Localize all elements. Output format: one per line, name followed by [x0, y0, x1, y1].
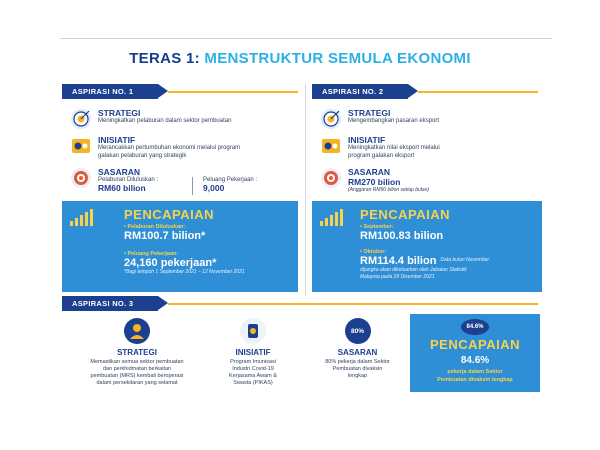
a3-pcp-desc-2: Pembuatan divaksin lengkap [437, 377, 513, 383]
strategy-target-icon [320, 108, 342, 130]
a1-strategi-desc: Meningkatkan pelaburan dalam sektor pembuatan [98, 118, 232, 124]
a1-pcp-note: *Bagi tempoh 1 September 2021 – 12 November 2021 [124, 269, 245, 275]
a2-pcp-item2-caption: • Oktober: [360, 249, 387, 255]
aspirasi-2-badge: ASPIRASI NO. 2 [312, 84, 408, 99]
a2-pcp-note-1: Data bulan November [440, 257, 490, 263]
growth-bars-icon [70, 209, 93, 226]
column-divider [305, 84, 306, 296]
a1-sasaran-row [70, 167, 257, 195]
a2-strategi-label: STRATEGI [348, 108, 391, 118]
a2-sasaran-note: (Anggaran RM90 bilion setiap bulan) [348, 187, 430, 193]
a3-strategi-label: STRATEGI [117, 348, 157, 357]
aspirasi-1-badge: ASPIRASI NO. 1 [62, 84, 158, 99]
a1-pcp-item1-value: RM100.7 bilion* [124, 230, 206, 242]
a2-pcp-item1-caption: • September: [360, 224, 394, 230]
a3-inisiatif-label: INISIATIF [235, 348, 271, 357]
a2-inisiatif-desc-2: program galakan eksport [348, 152, 415, 159]
a1-inisiatif-desc-1: Merancakkan pertumbuhan ekonomi melalui program [98, 145, 241, 151]
a3-sasaran-block [310, 318, 405, 380]
aspirasi-1-rule [168, 91, 298, 93]
a1-pencapaian-heading: PENCAPAIAN [124, 207, 214, 222]
a3-sasaran-desc-1: 80% pekerja dalam Sektor [325, 359, 390, 365]
a1-pcp-item1-caption: • Pelaburan Diluluskan: [124, 224, 186, 230]
a2-inisiatif-label: INISIATIF [348, 135, 386, 145]
a3-inisiatif-block [208, 318, 298, 387]
a1-inisiatif-label: INISIATIF [98, 135, 136, 145]
a1-strategi-label: STRATEGI [98, 108, 141, 118]
a3-sasaran-label: SASARAN [337, 348, 378, 357]
aspirasi-3-badge: ASPIRASI NO. 3 [62, 296, 158, 311]
a2-inisiatif-row [320, 135, 440, 160]
a2-strategi-row [320, 108, 439, 130]
a2-pcp-item1-value: RM100.83 bilion [360, 230, 444, 242]
a3-pencapaian-heading: PENCAPAIAN [430, 337, 520, 352]
a2-inisiatif-desc-1: Meningkatkan nilai eksport melalui [348, 145, 440, 151]
a3-inisiatif-desc-3: Kerjasama Awam & [229, 373, 277, 379]
title-prefix: TERAS 1: [129, 50, 200, 67]
a1-sasaran-left-value: RM60 bilion [98, 183, 146, 193]
target-coins-icon [320, 167, 342, 189]
a3-pencapaian-panel [410, 314, 540, 392]
a1-sasaran-right-caption: Peluang Pekerjaan : [203, 177, 258, 183]
a3-inisiatif-desc-4: Swasta (PIKAS) [233, 380, 273, 386]
a2-sasaran-value: RM270 bilion [348, 177, 401, 187]
a3-strategi-block [72, 318, 202, 387]
a1-inisiatif-desc-2: galakan pelaburan yang strategik [98, 152, 187, 159]
a2-pcp-note-2: dijangka akan dikeluarkan oleh Jabatan Statistik [360, 267, 467, 273]
a3-strategi-desc-2: dan perkhidmatan berkaitan [102, 366, 172, 372]
a1-sasaran-left-caption: Pelaburan Diluluskan : [98, 177, 159, 183]
top-rule [60, 38, 552, 39]
a1-inisiatif-row [70, 135, 240, 160]
person-strategy-icon [124, 318, 150, 344]
initiative-gears-icon [70, 135, 92, 157]
a3-inisiatif-desc-2: Industri Covid-19 [232, 366, 274, 372]
a3-pcp-value: 84.6% [460, 355, 490, 366]
sasaran-separator [192, 177, 193, 195]
a1-pencapaian-panel [62, 201, 298, 292]
percent-badge-icon: 80% [345, 318, 371, 344]
a3-pcp-desc-1: pekerja dalam Sektor [447, 369, 503, 375]
a2-sasaran-row [320, 167, 429, 194]
a2-pcp-item2-value: RM114.4 bilion [360, 255, 437, 267]
a1-sasaran-right-value: 9,000 [203, 183, 225, 193]
a3-inisiatif-desc-1: Program Imunisasi [230, 359, 276, 365]
a1-pcp-item2-value: 24,160 pekerjaan* [124, 257, 217, 269]
a2-pencapaian-panel [312, 201, 542, 292]
a2-sasaran-label: SASARAN [348, 167, 391, 177]
title-highlight: MENSTRUKTUR SEMULA EKONOMI [204, 50, 471, 67]
a3-strategi-desc-1: Memastikan semua sektor pembuatan [90, 359, 184, 365]
a2-pcp-note-3: Malaysia pada 29 Disember 2021 [360, 273, 435, 280]
a1-pcp-item2-caption: • Peluang Pekerjaan: [124, 251, 179, 257]
strategy-target-icon [70, 108, 92, 130]
initiative-gears-icon [320, 135, 342, 157]
target-coins-icon [70, 167, 92, 189]
a3-strategi-desc-4: dalam persekitaran yang selamat [96, 380, 178, 386]
a3-strategi-desc-3: pembuatan (MRS) kembali beroperasi [90, 373, 184, 379]
a1-sasaran-label: SASARAN [98, 167, 141, 177]
a3-sasaran-desc-3: lengkap [347, 373, 368, 379]
a2-pencapaian-heading: PENCAPAIAN [360, 207, 450, 222]
growth-bars-icon [320, 209, 343, 226]
vaccine-initiative-icon [240, 318, 266, 344]
a1-strategi-row [70, 108, 231, 130]
percent-badge-icon: 84.6% [461, 319, 489, 335]
aspirasi-2-rule [418, 91, 538, 93]
page-title [0, 50, 600, 67]
aspirasi-3-rule [168, 303, 538, 305]
a3-sasaran-desc-2: Pembuatan divaksin [332, 366, 383, 372]
a2-strategi-desc: Mengembangkan pasaran eksport [348, 118, 440, 124]
